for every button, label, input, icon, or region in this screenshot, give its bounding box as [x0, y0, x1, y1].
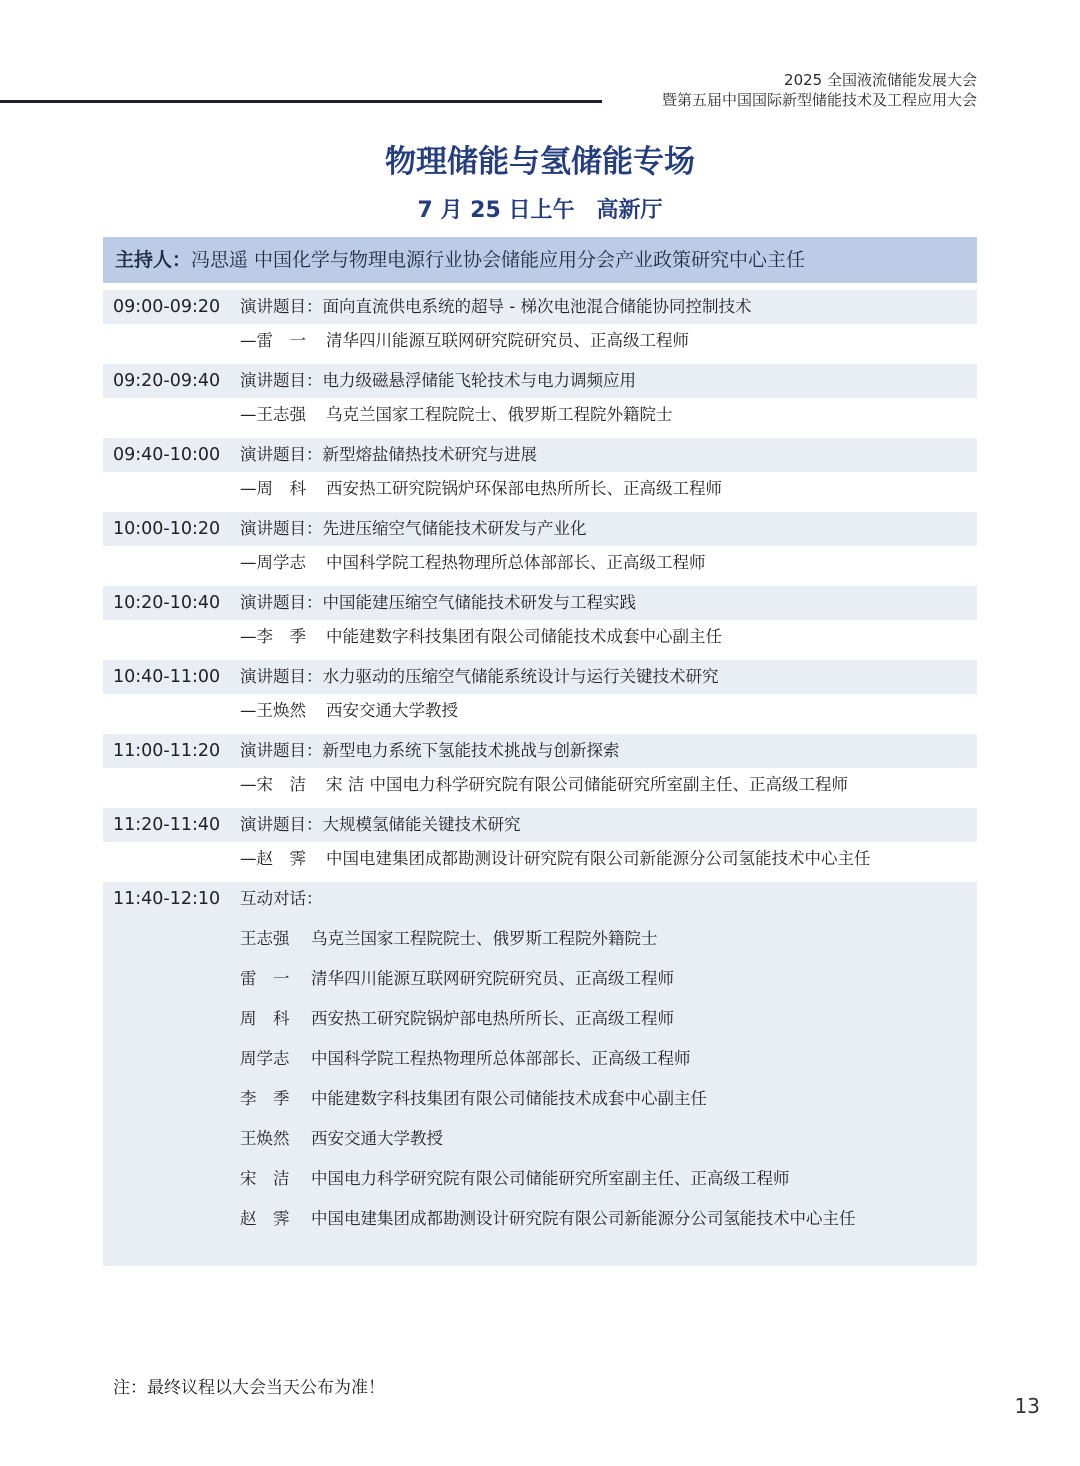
speaker-name: —王志强	[240, 405, 306, 424]
participant-name: 周 科	[240, 1009, 290, 1028]
participant-name: 赵 霁	[240, 1209, 290, 1228]
participant-affiliation: 中国科学院工程热物理所总体部部长、正高级工程师	[311, 1049, 691, 1068]
participant-row	[103, 1002, 977, 1042]
participant-name: 王焕然	[240, 1129, 290, 1148]
slot-time: 09:40-10:00	[113, 445, 221, 465]
talk-topic: 演讲题目：电力级磁悬浮储能飞轮技术与电力调频应用	[240, 371, 636, 390]
speaker-name: —李 季	[240, 627, 306, 646]
participant-name: 宋 洁	[240, 1169, 290, 1188]
header-divider	[0, 100, 602, 103]
slot-time: 09:20-09:40	[113, 371, 221, 391]
participant-name: 周学志	[240, 1049, 290, 1068]
speaker-name: —赵 霁	[240, 849, 306, 868]
speaker-row	[103, 472, 977, 506]
speaker-row	[103, 398, 977, 432]
speaker-name: —王焕然	[240, 701, 306, 720]
session-date-venue: 7 月 25 日上午 高新厅	[417, 198, 663, 223]
speaker-row	[103, 324, 977, 358]
topic-row	[103, 438, 977, 472]
talk-topic: 演讲题目：水力驱动的压缩空气储能系统设计与运行关键技术研究	[240, 667, 719, 686]
topic-row	[103, 586, 977, 620]
speaker-affiliation: 西安热工研究院锅炉环保部电热所所长、正高级工程师	[326, 479, 722, 498]
slot-time: 10:00-10:20	[113, 519, 221, 539]
speaker-affiliation: 中国电建集团成都勘测设计研究院有限公司新能源分公司氢能技术中心主任	[326, 849, 871, 868]
agenda-slot	[103, 808, 977, 876]
topic-row	[103, 512, 977, 546]
topic-row	[103, 364, 977, 398]
topic-row	[103, 734, 977, 768]
talk-topic: 演讲题目：先进压缩空气储能技术研发与产业化	[240, 519, 587, 538]
page-number: 13	[1014, 1394, 1040, 1418]
topic-row	[103, 290, 977, 324]
slot-time: 11:20-11:40	[113, 815, 221, 835]
participant-affiliation: 中国电力科学研究院有限公司储能研究所室副主任、正高级工程师	[311, 1169, 790, 1188]
participant-row	[103, 922, 977, 962]
agenda-slot	[103, 586, 977, 654]
agenda-slot	[103, 364, 977, 432]
participant-row	[103, 1122, 977, 1162]
participant-name: 李 季	[240, 1089, 290, 1108]
slot-time: 09:00-09:20	[113, 297, 221, 317]
agenda-slot	[103, 660, 977, 728]
dialogue-title: 互动对话：	[240, 889, 323, 908]
speaker-affiliation: 宋 洁 中国电力科学研究院有限公司储能研究所室副主任、正高级工程师	[326, 775, 848, 794]
participant-affiliation: 西安交通大学教授	[311, 1129, 443, 1148]
dialogue-block	[103, 882, 977, 1266]
participant-affiliation: 中国电建集团成都勘测设计研究院有限公司新能源分公司氢能技术中心主任	[311, 1209, 856, 1228]
participant-affiliation: 清华四川能源互联网研究院研究员、正高级工程师	[311, 969, 674, 988]
conference-name: 2025 全国液流储能发展大会	[784, 71, 977, 89]
topic-row	[103, 660, 977, 694]
speaker-name: —雷 一	[240, 331, 306, 350]
talk-topic: 演讲题目：中国能建压缩空气储能技术研发与工程实践	[240, 593, 636, 612]
agenda-slot	[103, 734, 977, 802]
talk-topic: 演讲题目：新型熔盐储热技术研究与进展	[240, 445, 537, 464]
agenda-slot	[103, 290, 977, 358]
agenda-table	[103, 290, 977, 1266]
page-title: 物理储能与氢储能专场	[385, 144, 695, 180]
slot-time: 10:40-11:00	[113, 667, 221, 687]
slot-time: 11:40-12:10	[113, 889, 221, 909]
speaker-affiliation: 乌克兰国家工程院院士、俄罗斯工程院外籍院士	[326, 405, 673, 424]
speaker-row	[103, 546, 977, 580]
conference-subname: 暨第五届中国国际新型储能技术及工程应用大会	[661, 91, 977, 109]
talk-topic: 演讲题目：大规模氢储能关键技术研究	[240, 815, 521, 834]
dialogue-title-row	[103, 882, 977, 922]
host-label: 主持人：	[115, 249, 192, 271]
participant-row	[103, 962, 977, 1002]
participant-affiliation: 乌克兰国家工程院院士、俄罗斯工程院外籍院士	[311, 929, 658, 948]
participant-affiliation: 西安热工研究院锅炉部电热所所长、正高级工程师	[311, 1009, 674, 1028]
agenda-slot	[103, 438, 977, 506]
conference-header	[662, 70, 977, 110]
host-bar	[103, 237, 977, 283]
participant-row	[103, 1162, 977, 1202]
participant-affiliation: 中能建数字科技集团有限公司储能技术成套中心副主任	[311, 1089, 707, 1108]
footnote: 注：最终议程以大会当天公布为准！	[113, 1378, 385, 1398]
participant-name: 雷 一	[240, 969, 290, 988]
host-text: 冯思遥 中国化学与物理电源行业协会储能应用分会产业政策研究中心主任	[191, 249, 806, 271]
talk-topic: 演讲题目：面向直流供电系统的超导 - 梯次电池混合储能协同控制技术	[240, 297, 752, 316]
participant-name: 王志强	[240, 929, 290, 948]
speaker-row	[103, 620, 977, 654]
participant-row	[103, 1082, 977, 1122]
speaker-affiliation: 中能建数字科技集团有限公司储能技术成套中心副主任	[326, 627, 722, 646]
speaker-row	[103, 694, 977, 728]
speaker-row	[103, 842, 977, 876]
slot-time: 11:00-11:20	[113, 741, 221, 761]
talk-topic: 演讲题目：新型电力系统下氢能技术挑战与创新探索	[240, 741, 620, 760]
speaker-name: —周 科	[240, 479, 306, 498]
speaker-affiliation: 中国科学院工程热物理所总体部部长、正高级工程师	[326, 553, 706, 572]
speaker-affiliation: 清华四川能源互联网研究院研究员、正高级工程师	[326, 331, 689, 350]
slot-time: 10:20-10:40	[113, 593, 221, 613]
speaker-name: —周学志	[240, 553, 306, 572]
participant-row	[103, 1042, 977, 1082]
speaker-affiliation: 西安交通大学教授	[326, 701, 458, 720]
speaker-name: —宋 洁	[240, 775, 306, 794]
speaker-row	[103, 768, 977, 802]
topic-row	[103, 808, 977, 842]
participant-row	[103, 1202, 977, 1242]
agenda-slot	[103, 512, 977, 580]
